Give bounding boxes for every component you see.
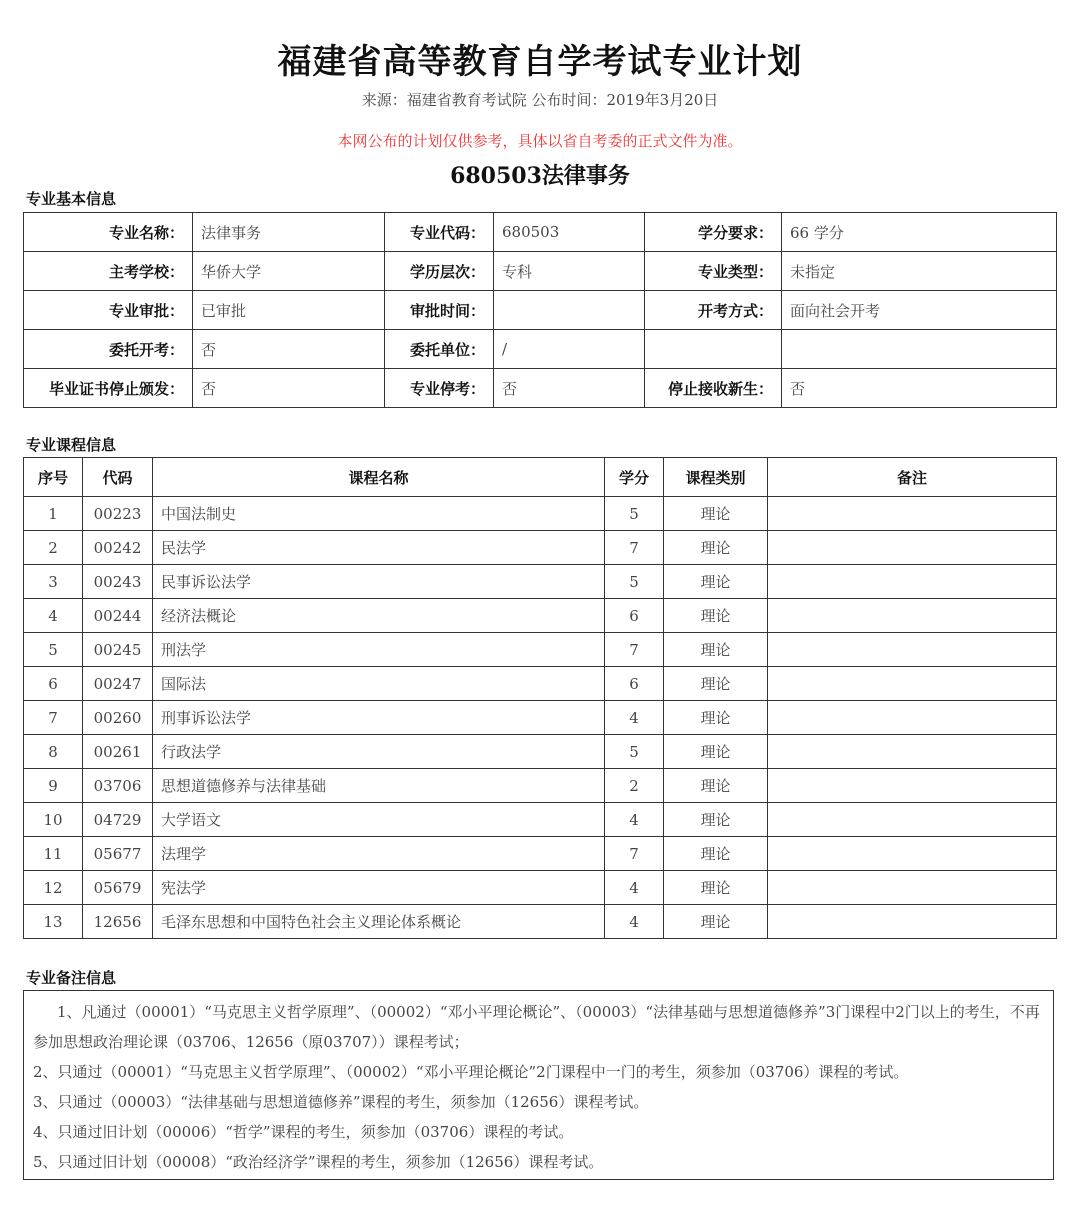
course-name: 中国法制史 [153, 497, 605, 531]
course-code: 00245 [83, 633, 153, 667]
basic-info-table [23, 212, 1057, 408]
info-value: / [494, 330, 645, 369]
info-label: 专业审批： [24, 291, 193, 330]
info-label: 专业类型： [645, 252, 782, 291]
info-value: 否 [494, 369, 645, 408]
course-index: 4 [24, 599, 83, 633]
info-label: 审批时间： [385, 291, 494, 330]
info-label: 开考方式： [645, 291, 782, 330]
course-code: 00223 [83, 497, 153, 531]
course-category: 理论 [664, 565, 768, 599]
course-code: 00243 [83, 565, 153, 599]
course-code: 00261 [83, 735, 153, 769]
page-title: 福建省高等教育自学考试专业计划 [277, 42, 803, 82]
course-code: 05677 [83, 837, 153, 871]
course-credits: 4 [605, 905, 664, 939]
course-remark [768, 905, 1057, 939]
course-credits: 6 [605, 667, 664, 701]
course-code: 00260 [83, 701, 153, 735]
course-index: 6 [24, 667, 83, 701]
info-value: 否 [193, 330, 385, 369]
info-row [24, 291, 1057, 330]
table-row [24, 769, 1057, 803]
col-header-category: 课程类别 [664, 458, 768, 497]
basic-info-label: 专业基本信息 [26, 190, 117, 208]
table-row [24, 803, 1057, 837]
course-remark [768, 769, 1057, 803]
course-remark [768, 633, 1057, 667]
info-label: 学历层次： [385, 252, 494, 291]
remark-item: 3、只通过（00003）“法律基础与思想道德修养”课程的考生，须参加（12656）课程考试。 [33, 1093, 649, 1111]
course-info-label: 专业课程信息 [26, 436, 117, 454]
course-remark [768, 599, 1057, 633]
info-label: 专业名称： [24, 213, 193, 252]
course-credits: 5 [605, 735, 664, 769]
course-name: 民法学 [153, 531, 605, 565]
course-name: 毛泽东思想和中国特色社会主义理论体系概论 [153, 905, 605, 939]
course-code: 12656 [83, 905, 153, 939]
course-index: 11 [24, 837, 83, 871]
course-name: 思想道德修养与法律基础 [153, 769, 605, 803]
course-index: 7 [24, 701, 83, 735]
info-row [24, 330, 1057, 369]
remark-item: 2、只通过（00001）“马克思主义哲学原理”、（00002）“邓小平理论概论”2门课程中一门的考生，须参加（03706）课程的考试。 [33, 1063, 909, 1081]
course-code: 00242 [83, 531, 153, 565]
info-value: 面向社会开考 [782, 291, 1057, 330]
course-index: 10 [24, 803, 83, 837]
course-remark [768, 701, 1057, 735]
remarks-label: 专业备注信息 [26, 969, 117, 987]
table-row [24, 701, 1057, 735]
course-credits: 7 [605, 633, 664, 667]
course-code: 05679 [83, 871, 153, 905]
course-category: 理论 [664, 667, 768, 701]
course-remark [768, 497, 1057, 531]
table-row [24, 905, 1057, 939]
col-header-credits: 学分 [605, 458, 664, 497]
course-index: 13 [24, 905, 83, 939]
course-index: 3 [24, 565, 83, 599]
info-value [782, 330, 1057, 369]
table-row [24, 667, 1057, 701]
col-header-course-name: 课程名称 [153, 458, 605, 497]
info-label: 停止接收新生： [645, 369, 782, 408]
course-index: 5 [24, 633, 83, 667]
info-label: 主考学校： [24, 252, 193, 291]
course-credits: 4 [605, 871, 664, 905]
table-row [24, 565, 1057, 599]
course-category: 理论 [664, 905, 768, 939]
course-header-row [24, 458, 1057, 497]
info-label: 委托单位： [385, 330, 494, 369]
course-name: 刑事诉讼法学 [153, 701, 605, 735]
info-value: 否 [782, 369, 1057, 408]
col-header-remarks: 备注 [768, 458, 1057, 497]
info-value: 未指定 [782, 252, 1057, 291]
course-category: 理论 [664, 769, 768, 803]
info-value: 680503 [494, 213, 645, 252]
remark-item: 5、只通过旧计划（00008）“政治经济学”课程的考生，须参加（12656）课程考试。 [33, 1153, 604, 1171]
course-code: 03706 [83, 769, 153, 803]
course-credits: 7 [605, 837, 664, 871]
course-remark [768, 871, 1057, 905]
course-name: 法理学 [153, 837, 605, 871]
info-value: 66 学分 [782, 213, 1057, 252]
table-row [24, 735, 1057, 769]
course-credits: 4 [605, 803, 664, 837]
course-remark [768, 803, 1057, 837]
course-code: 04729 [83, 803, 153, 837]
course-name: 行政法学 [153, 735, 605, 769]
info-value: 已审批 [193, 291, 385, 330]
table-row [24, 599, 1057, 633]
course-credits: 2 [605, 769, 664, 803]
major-title: 680503法律事务 [450, 163, 630, 189]
info-label: 专业停考： [385, 369, 494, 408]
course-index: 9 [24, 769, 83, 803]
table-row [24, 531, 1057, 565]
course-credits: 7 [605, 531, 664, 565]
course-name: 国际法 [153, 667, 605, 701]
course-category: 理论 [664, 701, 768, 735]
course-table [23, 457, 1057, 939]
course-category: 理论 [664, 803, 768, 837]
info-value: 法律事务 [193, 213, 385, 252]
info-label [645, 330, 782, 369]
course-name: 经济法概论 [153, 599, 605, 633]
info-value: 华侨大学 [193, 252, 385, 291]
table-row [24, 633, 1057, 667]
course-category: 理论 [664, 497, 768, 531]
col-header-index: 序号 [24, 458, 83, 497]
remarks-box [23, 990, 1054, 1180]
course-code: 00247 [83, 667, 153, 701]
course-remark [768, 565, 1057, 599]
info-label: 委托开考： [24, 330, 193, 369]
course-code: 00244 [83, 599, 153, 633]
remark-item: 1、凡通过（00001）“马克思主义哲学原理”、（00002）“邓小平理论概论”、（00003）“法律基础与思想道德修养”3门课程中2门以上的考生，不再参加思想政治理论课（03706、12656（原03707））课程考试； [33, 1003, 1040, 1051]
course-index: 2 [24, 531, 83, 565]
course-index: 1 [24, 497, 83, 531]
info-label: 毕业证书停止颁发： [24, 369, 193, 408]
course-credits: 5 [605, 565, 664, 599]
info-value: 专科 [494, 252, 645, 291]
course-name: 刑法学 [153, 633, 605, 667]
info-value [494, 291, 645, 330]
table-row [24, 837, 1057, 871]
course-category: 理论 [664, 735, 768, 769]
course-category: 理论 [664, 837, 768, 871]
info-label: 学分要求： [645, 213, 782, 252]
course-credits: 6 [605, 599, 664, 633]
course-category: 理论 [664, 633, 768, 667]
info-row [24, 369, 1057, 408]
info-value: 否 [193, 369, 385, 408]
info-row [24, 252, 1057, 291]
course-remark [768, 667, 1057, 701]
disclaimer-notice: 本网公布的计划仅供参考，具体以省自考委的正式文件为准。 [337, 132, 743, 150]
remark-item: 4、只通过旧计划（00006）“哲学”课程的考生，须参加（03706）课程的考试。 [33, 1123, 574, 1141]
course-category: 理论 [664, 531, 768, 565]
course-credits: 4 [605, 701, 664, 735]
course-remark [768, 531, 1057, 565]
course-name: 大学语文 [153, 803, 605, 837]
course-name: 民事诉讼法学 [153, 565, 605, 599]
table-row [24, 871, 1057, 905]
info-label: 专业代码： [385, 213, 494, 252]
course-credits: 5 [605, 497, 664, 531]
course-index: 8 [24, 735, 83, 769]
source-line: 来源：福建省教育考试院 公布时间：2019年3月20日 [361, 91, 719, 109]
table-row [24, 497, 1057, 531]
course-category: 理论 [664, 599, 768, 633]
course-category: 理论 [664, 871, 768, 905]
course-index: 12 [24, 871, 83, 905]
course-remark [768, 837, 1057, 871]
info-row [24, 213, 1057, 252]
course-remark [768, 735, 1057, 769]
col-header-code: 代码 [83, 458, 153, 497]
course-name: 宪法学 [153, 871, 605, 905]
